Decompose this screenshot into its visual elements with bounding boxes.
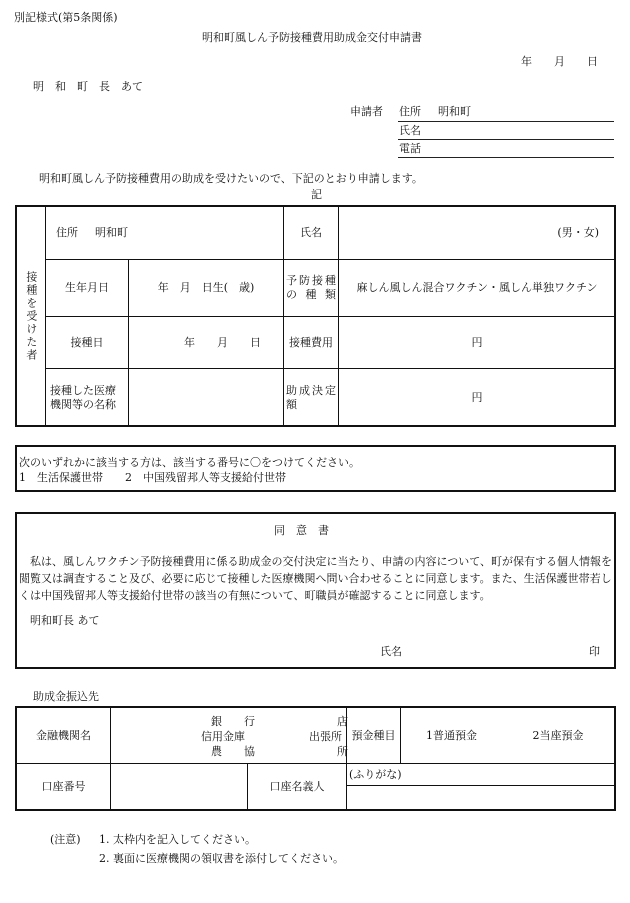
date-line: 年 月 日: [521, 55, 598, 68]
bank-type-nokyo: 農 協: [211, 744, 255, 758]
deposit-option-ordinary[interactable]: 1普通預金: [426, 728, 477, 742]
recipient-name-label: 氏名: [284, 207, 339, 260]
page-title: 明和町風しん予防接種費用助成金交付申請書: [202, 31, 422, 44]
addressee: 明 和 町 長 あて: [33, 80, 143, 93]
deposit-option-current[interactable]: 2当座預金: [532, 728, 584, 742]
notice-line-2[interactable]: 1 生活保護世帯 2 中国残留邦人等支援給付世帯: [19, 471, 286, 484]
note-item-2: 2. 裏面に医療機関の領収書を添付してください。: [99, 852, 344, 865]
seal-mark[interactable]: 印: [589, 645, 600, 658]
deposit-type-label: 預金種目: [347, 708, 401, 764]
grant-amount-value[interactable]: 円: [339, 369, 616, 427]
institution-label: 接種した医療機関等の名称: [46, 369, 129, 427]
form-number: 別記様式(第5条関係): [14, 11, 118, 24]
applicant-address-value[interactable]: 明和町: [438, 105, 471, 118]
vaccine-type-value[interactable]: 麻しん風しん混合ワクチン・風しん単独ワクチン: [339, 260, 616, 317]
consent-title: 同 意 書: [274, 524, 329, 537]
bank-type-shinkin: 信用金庫: [201, 729, 245, 743]
recipient-address-cell[interactable]: [46, 207, 284, 260]
notice-line-1: 次のいずれかに該当する方は、該当する番号に〇をつけてください。: [19, 456, 360, 469]
recipient-address-label: 住所: [56, 226, 78, 240]
vaccination-date-value[interactable]: 年 月 日: [129, 317, 284, 369]
recipient-sex[interactable]: (男・女): [339, 207, 616, 260]
vaccine-type-label: 予防接種の種類: [284, 260, 339, 317]
consent-body: 私は、風しんワクチン予防接種費用に係る助成金の交付決定に当たり、申請の内容について、町が保有する個人情報を閲覧又は調査すること及び、必要に応じて接種した医療機関へ問い合わせることに同意します。また、生活保護世帯若しくは中国残留邦人等支援給付世帯の該当の有無について、町職員が確認することに同意します。: [19, 555, 613, 602]
bank-heading: 助成金振込先: [33, 690, 99, 703]
ki-mark: 記: [311, 188, 322, 201]
applicant-label: 申請者: [350, 105, 383, 118]
bank-type-bank: 銀 行: [211, 714, 255, 728]
vaccination-date-label: 接種日: [46, 317, 129, 369]
account-holder-field[interactable]: [347, 764, 616, 811]
furigana-label: (ふりがな): [347, 765, 615, 786]
recipient-address-value: 明和町: [95, 226, 128, 240]
intro-text: 明和町風しん予防接種費用の助成を受けたいので、下記のとおり申請します。: [39, 172, 423, 185]
applicant-name-label: 氏名: [399, 124, 421, 137]
account-number-label: 口座番号: [17, 764, 111, 811]
address-underline: [398, 121, 614, 122]
notes-label: (注意): [50, 833, 81, 846]
birth-label: 生年月日: [46, 260, 129, 317]
consent-addressee: 明和町長 あて: [30, 614, 100, 627]
institution-value[interactable]: [129, 369, 284, 427]
vaccination-cost-label: 接種費用: [284, 317, 339, 369]
institution-name-label: 金融機関名: [17, 708, 111, 764]
branch-type-store: 店: [337, 714, 348, 728]
grant-amount-label: 助成決定額: [284, 369, 339, 427]
name-underline[interactable]: [398, 139, 614, 140]
account-holder-label: 口座名義人: [248, 764, 347, 811]
applicant-phone-label: 電話: [399, 142, 421, 155]
recipient-side-label: 接種を受けた者: [17, 207, 46, 427]
vaccination-cost-value[interactable]: 円: [339, 317, 616, 369]
account-holder-name-field[interactable]: [347, 786, 615, 810]
consent-name-label: 氏名: [380, 645, 402, 658]
note-item-1: 1. 太枠内を記入してください。: [99, 833, 256, 846]
phone-underline[interactable]: [398, 157, 614, 158]
applicant-address-label: 住所: [399, 105, 421, 118]
birth-value[interactable]: 年 月 日生( 歳): [129, 260, 284, 317]
deposit-type-field[interactable]: [401, 708, 616, 764]
institution-name-field[interactable]: [111, 708, 347, 764]
account-number-field[interactable]: [111, 764, 248, 811]
branch-type-office: 出張所: [309, 729, 342, 743]
main-table: [16, 206, 616, 427]
bank-table: [16, 707, 616, 811]
branch-type-place: 所: [337, 744, 348, 758]
